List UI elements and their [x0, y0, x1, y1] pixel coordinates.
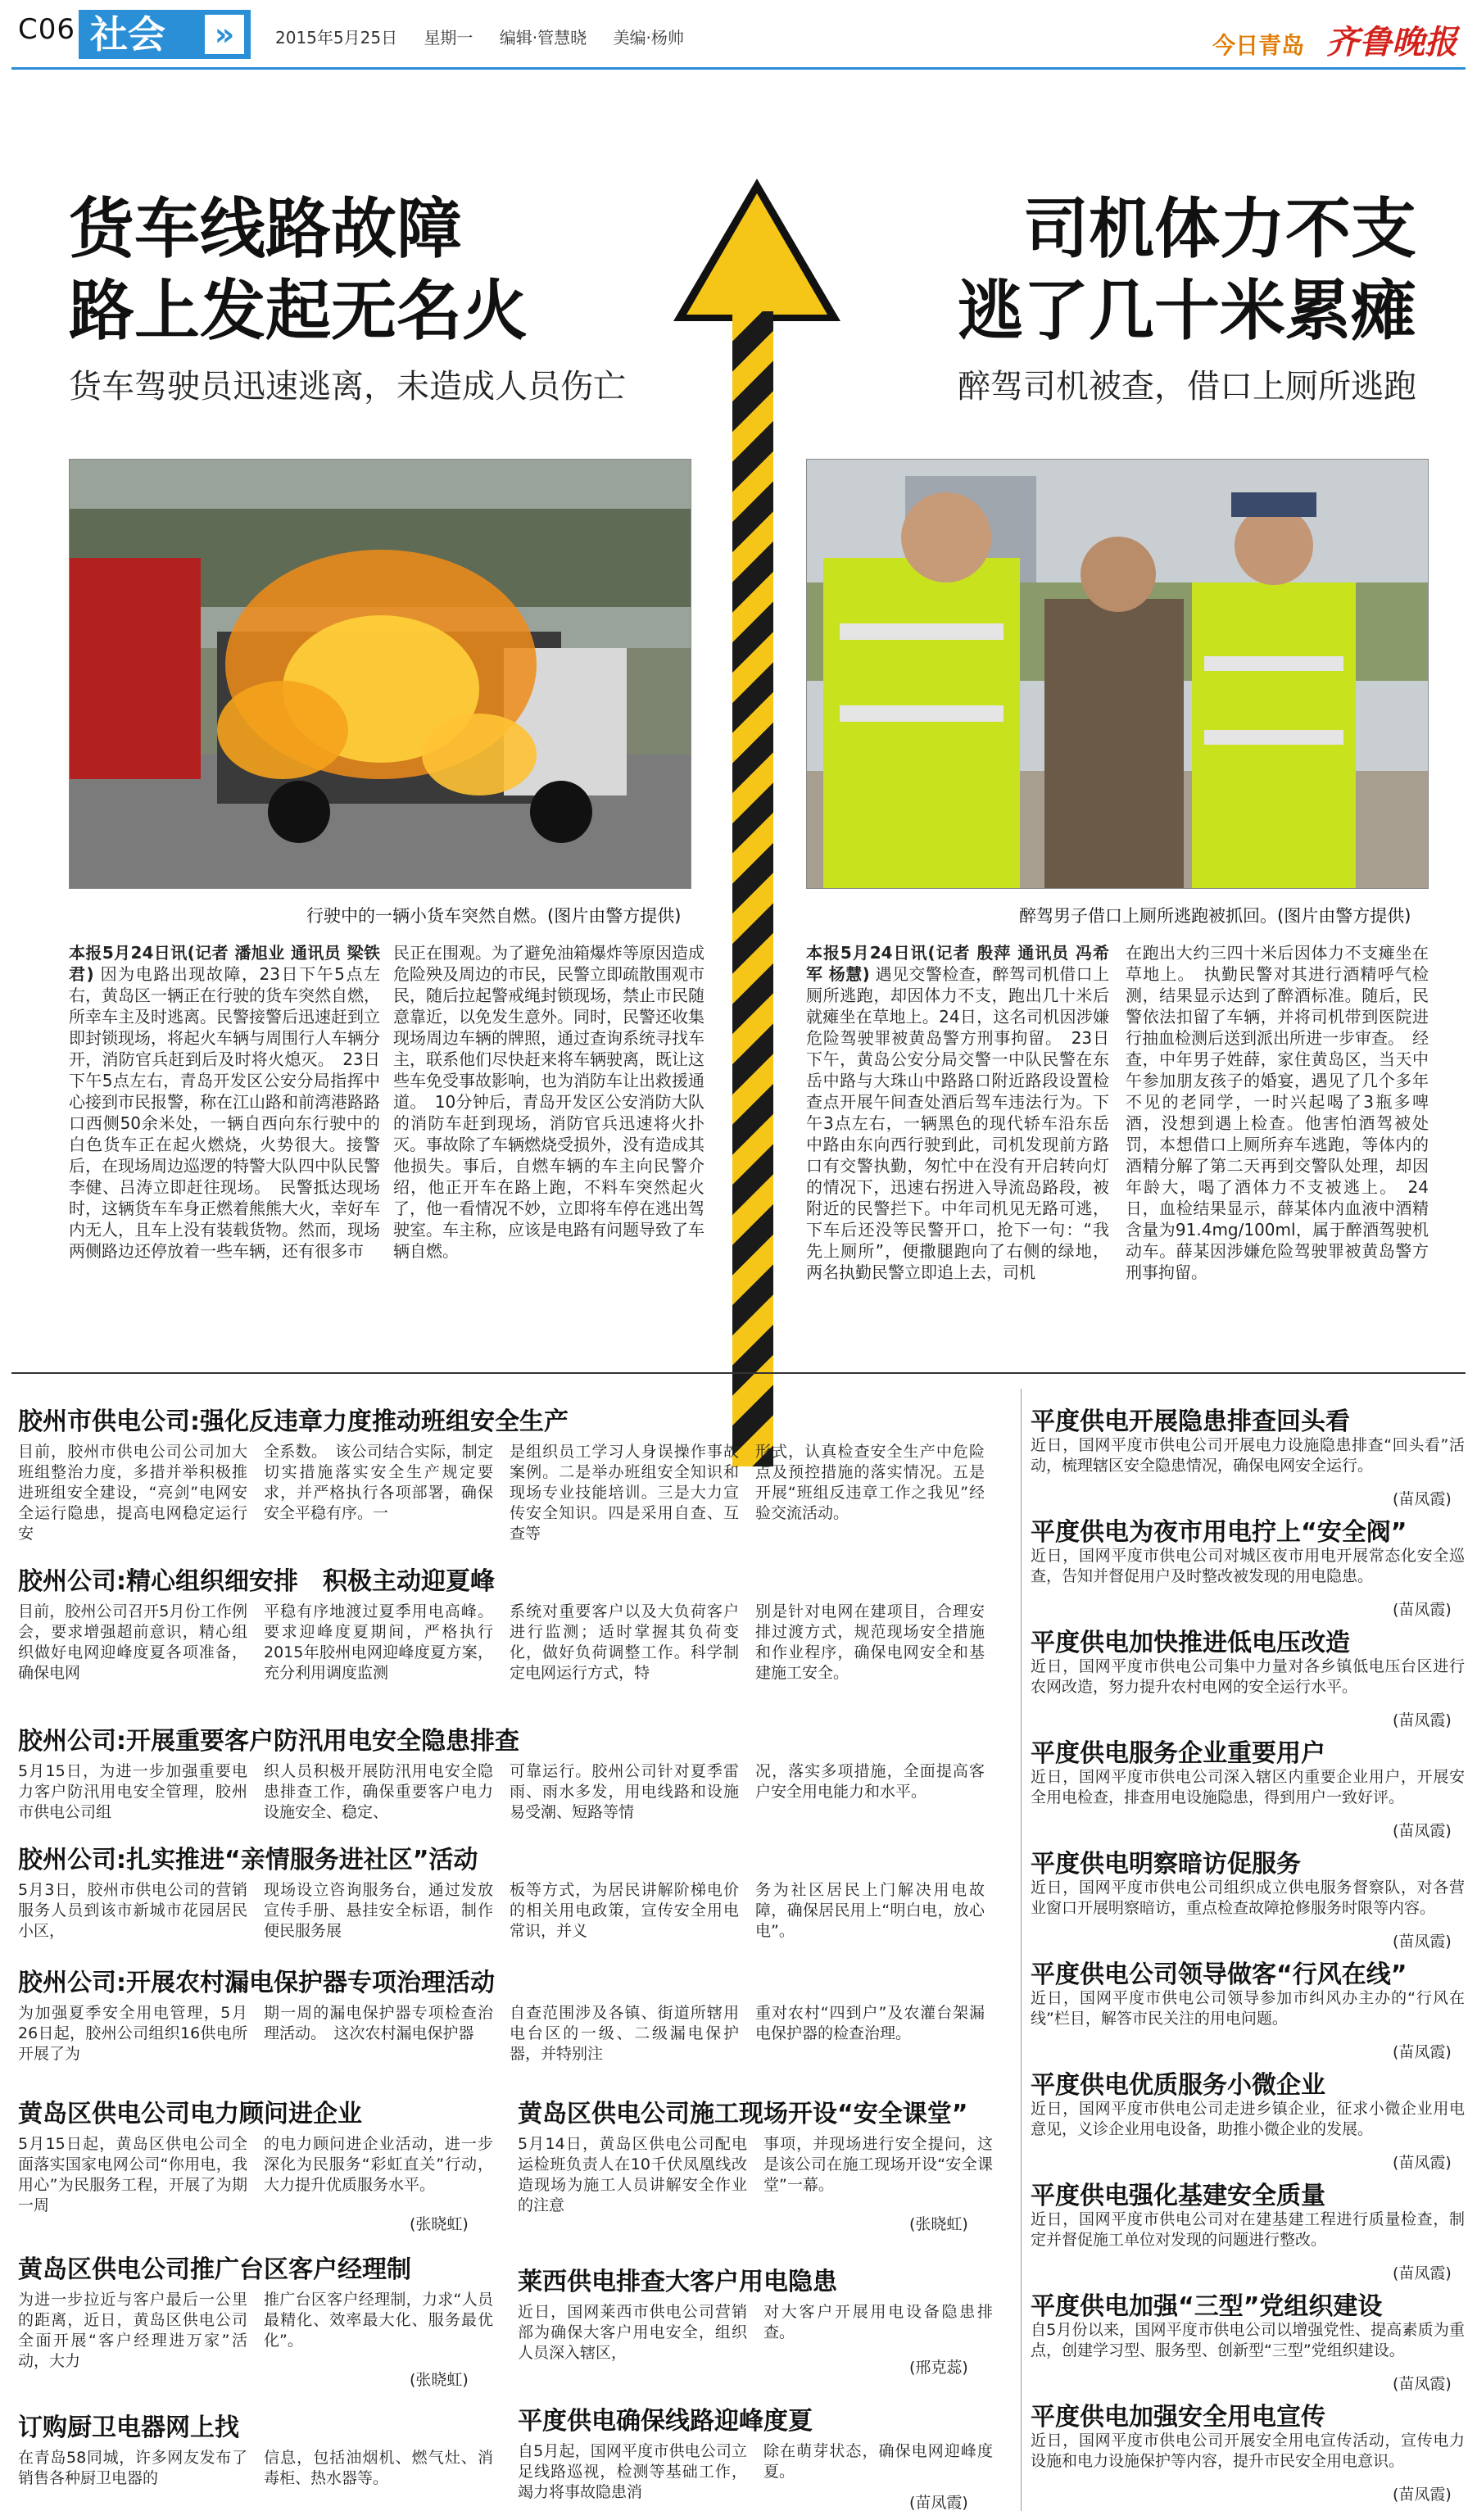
left-photo-caption: 行驶中的一辆小货车突然自燃。(图片由警方提供) [306, 906, 682, 926]
brief-body: 形式，认真检查安全生产中危险点及预控措施的落实情况。五是开展“班组反违章工作之我见”经验交流活动。 [755, 1443, 985, 1522]
brief-body: 5月15日起，黄岛区供电公司全面落实国家电网公司“你用电，我用心”为民服务工程，开展了为期一周 [18, 2135, 247, 2214]
brief-author: (张晓虹) [909, 2215, 968, 2233]
brief-title: 平度供电加强安全用电宣传 [1031, 2403, 1325, 2432]
brief-body: 近日，国网平度市供电公司开展安全用电宣传活动，宣传电力设施和电力设施保护等内容，提升市民安全用电意识。 [1031, 2432, 1465, 2470]
right-subheadline: 醉驾司机被查，借口上厕所逃跑 [958, 368, 1416, 406]
brief-author: (苗凤霞) [1393, 1711, 1452, 1729]
column-divider [1021, 1389, 1022, 2511]
brief-author: (苗凤霞) [1393, 1601, 1452, 1619]
brief-title: 平度供电公司领导做客“行风在线” [1031, 1960, 1407, 1989]
brief-body: 对大客户开展用电设备隐患排查。 [763, 2303, 993, 2341]
brief-body: 织人员积极开展防汛用电安全隐患排查工作，确保重要客户电力设施安全、稳定、 [264, 1762, 493, 1821]
brief-author: (邢克蕊) [909, 2359, 968, 2377]
truck-fire-illustration [70, 460, 691, 889]
brief-body: 现场设立咨询服务台，通过发放宣传手册、悬挂安全标语，制作便民服务展 [264, 1881, 493, 1940]
right-photo-caption: 醉驾男子借口上厕所逃跑被抓回。(图片由警方提供) [1019, 906, 1411, 926]
left-subheadline: 货车驾驶员迅速逃离，未造成人员伤亡 [69, 368, 626, 406]
brief-title: 平度供电确保线路迎峰度夏 [518, 2407, 813, 2436]
left-headline [69, 188, 528, 352]
brief-body: 推广台区客户经理制，力求“人员最精化、效率最大化、服务最优化”。 [264, 2291, 493, 2350]
header-rule [11, 67, 1466, 70]
right-headline-line1: 司机体力不支 [1023, 191, 1416, 267]
brief-author: (苗凤霞) [1393, 2486, 1452, 2504]
brief-body: 近日，国网平度市供电公司深入辖区内重要企业用户，开展安全用电检查，排查用电设施隐患，得到用户一致好评。 [1031, 1768, 1465, 1806]
brief-body: 近日，国网平度市供电公司对在建基建工程进行质量检查，制定并督促施工单位对发现的问题进行整改。 [1031, 2210, 1465, 2249]
brief-title: 莱西供电排查大客户用电隐患 [518, 2268, 837, 2296]
issue-date: 2015年5月25日 [275, 28, 398, 48]
right-headline-line2: 逃了几十米累瘫 [958, 273, 1416, 349]
brief-title: 平度供电加快推进低电压改造 [1031, 1629, 1350, 1657]
main-stories [11, 156, 1466, 1368]
brief-author: (苗凤霞) [1393, 2043, 1452, 2061]
brief-body: 的电力顾问进企业活动，进一步深化为民服务“彩虹直关”行动，大力提升优质服务水平。 [264, 2135, 493, 2194]
brief-body: 5月15日，为进一步加强重要电力客户防汛用电安全管理，胶州市供电公司组 [18, 1762, 247, 1821]
left-body1: 因为电路出现故障，23日下午5点左右，黄岛区一辆正在行驶的货车突然自燃，所幸车主及时逃离。民警接警后迅速赶到立即封锁现场，将起火车辆与周围行人车辆分开，消防官兵赶到后及时将火熄灭。 23日下午5点左右，青岛开发区公安分局指挥中心接到市民报警，称在江山路和前湾港路路口西侧50余米处，一辆自西向东行驶中的白色货车正在起火燃烧，火势很大。接警后，在现场周边巡逻的特警大队四中队民警李健、吕涛立即赶往现场。 民警抵达现场时，这辆货车车身正燃着熊熊大火，幸好车内无人，且车上没有装载货物。然而，现场两侧路边还停放着一些车辆，还有很多市 [69, 964, 380, 1261]
brief-body: 近日，国网平度市供电公司领导参加市纠风办主办的“行风在线”栏目，解答市民关注的用电问题。 [1031, 1989, 1465, 2028]
right-body1: 遇见交警检查，醉驾司机借口上厕所逃跑，却因体力不支，跑出几十米后就瘫坐在草地上。24日，这名司机因涉嫌危险驾驶罪被黄岛警方刑事拘留。 23日下午，黄岛公安分局交警一中队民警在东岳中路与大珠山中路路口附近路段设置检查点开展午间查处酒后驾车违法行为。下午3点左右，一辆黑色的现代轿车沿东岳中路由东向西行驶到此，司机发现前方路口有交警执勤，匆忙中在没有开启转向灯的情况下，迅速右拐进入导流岛路段，被附近的民警拦下。中年司机见无路可逃，下车后还没等民警开口，抢下一句：“我先上厕所”，便撒腿跑向了右侧的绿地，两名执勤民警立即追上去，司机 [806, 964, 1110, 1282]
brief-title: 黄岛区供电公司电力顾问进企业 [18, 2100, 362, 2128]
brief-author: (苗凤霞) [1393, 2154, 1452, 2172]
brief-body: 平稳有序地渡过夏季用电高峰。要求迎峰度夏期间，严格执行2015年胶州电网迎峰度夏方案，充分利用调度监测 [264, 1602, 493, 1682]
brief-author: (苗凤霞) [1393, 2375, 1452, 2393]
brief-author: (苗凤霞) [1393, 2264, 1452, 2282]
brief-author: (苗凤霞) [909, 2494, 968, 2512]
brief-title: 平度供电为夜市用电拧上“安全阀” [1031, 1518, 1407, 1547]
brief-body: 况，落实多项措施，全面提高客户安全用电能力和水平。 [755, 1762, 985, 1801]
brief-body: 可靠运行。胶州公司针对夏季雷雨、雨水多发，用电线路和设施易受潮、短路等情 [510, 1762, 739, 1821]
brief-author: (张晓虹) [410, 2215, 469, 2233]
brief-body: 在青岛58同城，许多网友发布了销售各种厨卫电器的 [18, 2449, 247, 2487]
truck-fire-photo [69, 459, 691, 889]
brief-title: 平度供电强化基建安全质量 [1031, 2182, 1325, 2210]
brief-body: 近日，国网平度市供电公司走进乡镇企业，征求小微企业用电意见，义诊企业用电设备，助推小微企业的发展。 [1031, 2100, 1465, 2138]
brief-title: 平度供电优质服务小微企业 [1031, 2071, 1325, 2100]
page-number: C06 [18, 13, 76, 46]
brief-title: 胶州市供电公司:强化反违章力度推动班组安全生产 [18, 1407, 569, 1436]
chevron-right-icon: » [205, 15, 244, 54]
brief-author: (苗凤霞) [1393, 1490, 1452, 1508]
brief-body: 重对农村“四到户”及农灌台架漏电保护器的检查治理。 [755, 2004, 985, 2042]
brief-body: 别是针对电网在建项目，合理安排过渡方式，规范现场安全措施和作业程序，确保电网安全和基建施工安全。 [755, 1602, 985, 1682]
brief-body: 目前，胶州市供电公司公司加大班组整治力度，多措并举积极推进班组安全建设，“亮剑”电网安全运行隐患，提高电网稳定运行安 [18, 1443, 247, 1543]
header-info [275, 25, 705, 48]
brief-title: 平度供电开展隐患排查回头看 [1031, 1407, 1350, 1436]
brief-body: 信息，包括油烟机、燃气灶、消毒柜、热水器等。 [264, 2449, 493, 2487]
brief-title: 平度供电服务企业重要用户 [1031, 1739, 1325, 1768]
brief-body: 自5月份以来，国网平度市供电公司以增强党性、提高素质为重点，创建学习型、服务型、创新型“三型”党组织建设。 [1031, 2321, 1465, 2359]
editor-credit: 编辑·管慧晓 [499, 28, 587, 48]
brief-title: 订购厨卫电器网上找 [18, 2413, 239, 2442]
brief-body: 为进一步拉近与客户最后一公里的距离，近日，黄岛区供电公司全面开展“客户经理进万家”活动，大力 [18, 2291, 247, 2370]
masthead [0, 0, 1477, 74]
designer-credit: 美编·杨帅 [613, 28, 684, 48]
warning-sign-icon [667, 172, 847, 328]
brief-author: (苗凤霞) [1393, 1822, 1452, 1840]
brief-body: 近日，国网莱西市供电公司营销部为确保大客户用电安全，组织人员深入辖区， [518, 2303, 747, 2362]
brief-body: 5月14日，黄岛区供电公司配电运检班负责人在10千伏凤凰线改造现场为施工人员讲解安全作业的注意 [518, 2135, 747, 2214]
brief-body: 务为社区居民上门解决用电故障，确保居民用上“明白电，放心电”。 [755, 1881, 985, 1940]
left-byline: 本报5月24日讯(记者 潘旭业 通讯员 梁铁君) [69, 943, 380, 984]
brief-title: 胶州公司:扎实推进“亲情服务进社区”活动 [18, 1846, 478, 1874]
brief-body: 目前，胶州公司召开5月份工作例会，要求增强超前意识，精心组织做好电网迎峰度夏各项准备，确保电网 [18, 1602, 247, 1682]
brief-title: 平度供电加强“三型”党组织建设 [1031, 2292, 1383, 2321]
brief-author: (苗凤霞) [1393, 1933, 1452, 1951]
brief-body: 除在萌芽状态，确保电网迎峰度夏。 [763, 2442, 993, 2481]
brief-title: 平度供电明察暗访促服务 [1031, 1850, 1301, 1879]
brief-body: 自查范围涉及各镇、街道所辖用电台区的一级、二级漏电保护器，并特别注 [510, 2004, 739, 2063]
brief-body: 近日，国网平度市供电公司组织成立供电服务督察队，对各营业窗口开展明察暗访，重点检查故障抢修服务时限等内容。 [1031, 1879, 1465, 1917]
striped-pole [732, 311, 773, 1466]
brief-body: 近日，国网平度市供电公司集中力量对各乡镇低电压台区进行农网改造，努力提升农村电网的安全运行水平。 [1031, 1657, 1465, 1696]
brief-title: 黄岛区供电公司施工现场开设“安全课堂” [518, 2100, 968, 2128]
section-label: 社会 [79, 10, 251, 59]
brief-title: 胶州公司:开展农村漏电保护器专项治理活动 [18, 1969, 495, 1997]
brief-body: 全系数。 该公司结合实际，制定切实措施落实安全生产规定要求，并严格执行各项部署，确保安全平稳有序。一 [264, 1443, 493, 1522]
police-escort-illustration [807, 460, 1429, 889]
brief-author: (张晓虹) [410, 2371, 469, 2389]
left-headline-line1: 货车线路故障 [69, 191, 462, 267]
left-headline-line2: 路上发起无名火 [69, 273, 528, 349]
brief-body: 板等方式，为居民讲解阶梯电价的相关用电政策，宣传安全用电常识，并义 [510, 1881, 739, 1940]
brief-title: 胶州公司:精心组织细安排 积极主动迎夏峰 [18, 1567, 495, 1596]
left-story-col2: 民正在围观。为了避免油箱爆炸等原因造成危险殃及周边的市民，民警立即疏散围观市民，随后拉起警戒绳封锁现场，禁止市民随意靠近，以免发生意外。同时，民警还收集现场周边车辆的牌照，通过查询系统寻找车主，联系他们尽快赶来将车辆驶离，既让这些车免受事故影响，也为消防车让出救援通道。 10分钟后，青岛开发区公安消防大队的消防车赶到现场，消防官兵迅速将火扑灭。事故除了车辆燃烧受损外，没有造成其他损失。事后，自燃车辆的车主向民警介绍，他正开车在路上跑，不料车突然起火了，他一看情况不妙，立即将车停在逃出驾驶室。车主称，应该是电路有问题导致了车辆自燃。 [393, 943, 705, 1261]
edition-name: 今日青岛 [1212, 32, 1305, 59]
brief-body: 为加强夏季安全用电管理，5月26日起，胶州公司组织16供电所开展了为 [18, 2004, 247, 2063]
brief-title: 黄岛区供电公司推广台区客户经理制 [18, 2255, 411, 2284]
right-headline [958, 188, 1416, 352]
section-divider [11, 1372, 1466, 1374]
brief-body: 事项，并现场进行安全提问，这是该公司在施工现场开设“安全课堂”一幕。 [763, 2135, 993, 2194]
brief-body: 自5月起，国网平度市供电公司立足线路巡视，检测等基础工作，竭力将事故隐患消 [518, 2442, 747, 2501]
brief-body: 系统对重要客户以及大负荷客户进行监测；适时掌握其负荷变化，做好负荷调整工作。科学制定电网运行方式，特 [510, 1602, 739, 1682]
brief-body: 5月3日，胶州市供电公司的营销服务人员到该市新城市花园居民小区， [18, 1881, 247, 1940]
right-story-col1 [806, 942, 1109, 1283]
police-escort-photo [806, 459, 1429, 889]
left-story-col1 [69, 942, 380, 1262]
brief-body: 是组织员工学习人身误操作事故案例。二是举办班组安全知识和现场专业技能培训。三是大力宣传安全知识。四是采用自查、互查等 [510, 1443, 739, 1543]
brand [1212, 16, 1457, 63]
brief-body: 期一周的漏电保护器专项检查治理活动。 这次农村漏电保护器 [264, 2004, 493, 2042]
issue-weekday: 星期一 [424, 28, 473, 48]
right-byline: 本报5月24日讯(记者 殷萍 通讯员 冯希军 杨慧) [806, 943, 1109, 984]
brief-body: 近日，国网平度市供电公司开展电力设施隐患排查“回头看”活动，梳理辖区安全隐患情况，确保电网安全运行。 [1031, 1436, 1465, 1475]
brief-title: 胶州公司:开展重要客户防汛用电安全隐患排查 [18, 1727, 519, 1756]
newspaper-logo: 齐鲁晚报 [1326, 23, 1457, 61]
brief-body: 近日，国网平度市供电公司对城区夜市用电开展常态化安全巡查，告知并督促用户及时整改被发现的用电隐患。 [1031, 1547, 1465, 1585]
right-story-col2: 在跑出大约三四十米后因体力不支瘫坐在草地上。 执勤民警对其进行酒精呼气检测，结果显示达到了醉酒标准。随后，民警依法扣留了车辆，并将司机带到医院进行抽血检测后送到派出所进一步审查。 经查，中年男子姓薛，家住黄岛区，当天中午参加朋友孩子的婚宴，遇见了几个多年不见的老同学，一时兴起喝了3瓶多啤酒，没想到遇上检查。他害怕酒驾被处罚，本想借口上厕所弃车逃跑，等体内的酒精分解了第二天再到交警队处理，却因年龄大，喝了酒体力不支被逃上。 24日，血检结果显示，薛某体内血液中酒精含量为91.4mg/100ml，属于醉酒驾驶机动车。薛某因涉嫌危险驾驶罪被黄岛警方刑事拘留。 [1126, 943, 1429, 1282]
